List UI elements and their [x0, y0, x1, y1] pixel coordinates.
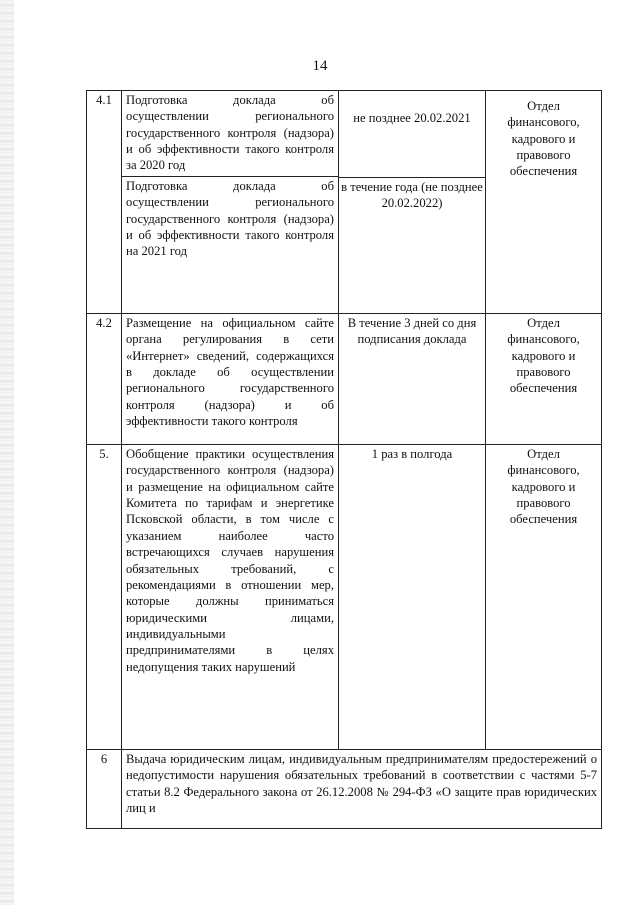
- responsible-cell: Отдел финансового, кадрового и правового обеспечения: [486, 445, 602, 750]
- responsible-text: Отдел финансового, кадрового и правового обеспечения: [507, 99, 580, 179]
- term-text: не позднее 20.02.2021: [353, 111, 471, 125]
- table-row: [87, 314, 602, 445]
- table-row: [87, 445, 602, 750]
- table-row: [87, 91, 602, 314]
- task-cell: Размещение на официальном сайте органа регулирования в сети «Интернет» сведений, содержащихся в докладе об осуществлении регионального государственного контроля (надзора) и об эффективности такого контроля: [122, 314, 339, 445]
- responsible-cell: Отдел финансового, кадрового и правового обеспечения: [486, 314, 602, 445]
- term-cell: 1 раз в полгода: [339, 445, 486, 750]
- plan-table: [86, 90, 602, 829]
- term-cell: В течение 3 дней со дня подписания доклада: [339, 314, 486, 445]
- table-row: [87, 750, 602, 829]
- task-text: Подготовка доклада об осуществлении регионального государственного контроля (надзора) и об эффективности такого контроля на 2021 год: [122, 176, 338, 260]
- task-text: Подготовка доклада об осуществлении регионального государственного контроля (надзора) и об эффективности такого контроля за 2020 год: [126, 93, 334, 173]
- task-cell: [122, 91, 339, 314]
- task-cell: Обобщение практики осуществления государственного контроля (надзора) и размещение на официальном сайте Комитета по тарифам и энергетике Псковской области, в том числе с указанием наиболее часто встречающихся случаев нарушения обязательных требований, с рекомендациями в отношении мер, которые должны приниматься юридическими лицами, индивидуальными предпринимателями в целях недопущения таких нарушений: [122, 445, 339, 750]
- scan-edge: [0, 0, 14, 905]
- term-text: в течение года (не позднее 20.02.2022): [339, 177, 485, 212]
- row-number: 6: [87, 750, 122, 829]
- page-number: 14: [312, 58, 328, 74]
- task-cell: Выдача юридическим лицам, индивидуальным предпринимателям предостережений о недопустимости нарушения обязательных требований в соответствии с частями 5-7 статьи 8.2 Федерального закона от 26.12.2008 № 294-ФЗ «О защите прав юридических лиц и: [122, 750, 602, 829]
- row-number: 4.2: [87, 314, 122, 445]
- row-number: 4.1: [87, 91, 122, 314]
- term-cell: [339, 91, 486, 314]
- row-number: 5.: [87, 445, 122, 750]
- responsible-cell: [486, 91, 602, 314]
